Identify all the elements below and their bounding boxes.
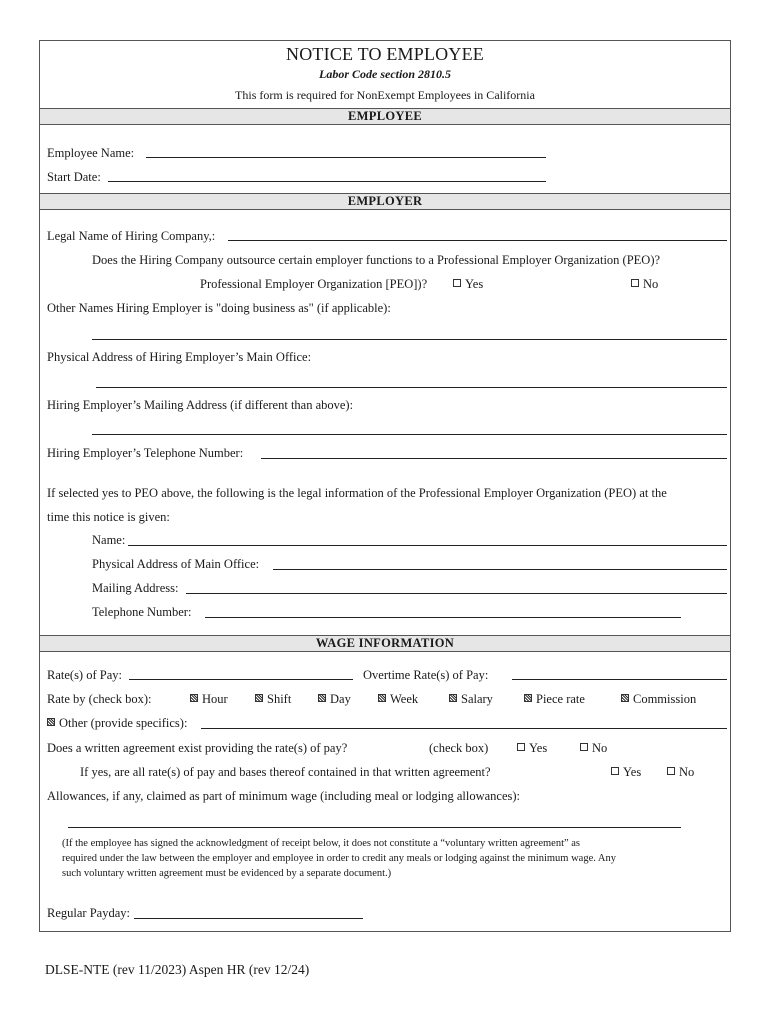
- shift-label: Shift: [267, 692, 292, 706]
- employee-name-field[interactable]: [146, 157, 546, 158]
- commission-checkbox[interactable]: [621, 694, 629, 702]
- mailing-address-label: Hiring Employer’s Mailing Address (if different than above):: [47, 398, 354, 412]
- peo-name-label: Name:: [92, 533, 126, 547]
- peo-name-field[interactable]: [128, 545, 727, 546]
- section-wage-header: [40, 635, 730, 652]
- peo-label: Professional Employer Organization [PEO])?: [200, 277, 428, 291]
- agreement-followup: If yes, are all rate(s) of pay and bases thereof contained in that written agreement?: [80, 765, 491, 779]
- rate-option-salary[interactable]: [449, 693, 493, 706]
- rate-option-day[interactable]: [318, 693, 351, 706]
- week-label: Week: [390, 692, 419, 706]
- section-employee-label: EMPLOYEE: [348, 109, 422, 123]
- shift-checkbox[interactable]: [255, 694, 263, 702]
- agreement-question: Does a written agreement exist providing the rate(s) of pay?: [47, 741, 348, 755]
- other-field[interactable]: [201, 728, 727, 729]
- dba-label: Other Names Hiring Employer is "doing business as" (if applicable):: [47, 301, 391, 315]
- legal-name-label: Legal Name of Hiring Company,:: [47, 229, 216, 243]
- note-line-1: (If the employee has signed the acknowledgment of receipt below, it does not constitute a “voluntary written agreement” as: [62, 838, 581, 849]
- followup-no-option[interactable]: [667, 766, 694, 779]
- rate-option-commission[interactable]: [621, 693, 696, 706]
- peo-no-option[interactable]: [631, 278, 658, 291]
- peo-yes-option[interactable]: [453, 278, 483, 291]
- telephone-label: Hiring Employer’s Telephone Number:: [47, 446, 244, 460]
- rate-option-hour[interactable]: [190, 693, 228, 706]
- peo-mailing-label: Mailing Address:: [92, 581, 179, 595]
- peo-yes-checkbox[interactable]: [453, 279, 461, 287]
- rate-by-label: Rate by (check box):: [47, 692, 152, 706]
- agreement-yes-checkbox[interactable]: [517, 743, 525, 751]
- followup-no-checkbox[interactable]: [667, 767, 675, 775]
- peo-telephone-field[interactable]: [205, 617, 681, 618]
- note-line-2: required under the law between the employer and employee in order to credit any meals or lodging against the minimum wage. Any: [62, 853, 616, 864]
- agreement-no-option[interactable]: [580, 742, 607, 755]
- footer-revision: DLSE-NTE (rev 11/2023) Aspen HR (rev 12/24): [45, 962, 310, 977]
- piece-rate-label: Piece rate: [536, 692, 585, 706]
- followup-no-label: No: [679, 765, 695, 779]
- hour-checkbox[interactable]: [190, 694, 198, 702]
- section-employer-label: EMPLOYER: [347, 194, 423, 208]
- peo-mailing-field[interactable]: [186, 593, 727, 594]
- agreement-no-checkbox[interactable]: [580, 743, 588, 751]
- telephone-field[interactable]: [261, 458, 727, 459]
- mailing-address-field[interactable]: [92, 434, 727, 435]
- start-date-field[interactable]: [108, 181, 546, 182]
- form-title: NOTICE TO EMPLOYEE: [286, 44, 484, 64]
- week-checkbox[interactable]: [378, 694, 386, 702]
- payday-label: Regular Payday:: [47, 906, 130, 920]
- peo-telephone-label: Telephone Number:: [92, 605, 192, 619]
- rates-label: Rate(s) of Pay:: [47, 668, 122, 682]
- dba-field[interactable]: [92, 339, 727, 340]
- physical-address-field[interactable]: [96, 387, 727, 388]
- peo-physical-label: Physical Address of Main Office:: [92, 557, 260, 571]
- section-wage-label: WAGE INFORMATION: [315, 636, 455, 650]
- rates-field[interactable]: [129, 679, 353, 680]
- rate-option-week[interactable]: [378, 693, 418, 706]
- overtime-field[interactable]: [512, 679, 727, 680]
- commission-label: Commission: [633, 692, 697, 706]
- form-description: This form is required for NonExempt Employees in California: [235, 88, 535, 102]
- other-checkbox[interactable]: [47, 718, 55, 726]
- peo-no-label: No: [643, 277, 659, 291]
- rate-option-shift[interactable]: [255, 693, 291, 706]
- piece-rate-checkbox[interactable]: [524, 694, 532, 702]
- salary-label: Salary: [461, 692, 493, 706]
- notice-form: [39, 40, 731, 932]
- peo-no-checkbox[interactable]: [631, 279, 639, 287]
- agreement-yes-label: Yes: [529, 741, 548, 755]
- section-employee-header: [40, 108, 730, 125]
- followup-yes-checkbox[interactable]: [611, 767, 619, 775]
- followup-yes-label: Yes: [623, 765, 642, 779]
- followup-yes-option[interactable]: [611, 766, 641, 779]
- agreement-no-label: No: [592, 741, 608, 755]
- physical-address-label: Physical Address of Hiring Employer’s Main Office:: [47, 350, 312, 364]
- peo-info-text-1: If selected yes to PEO above, the following is the legal information of the Professional Employer Organization (PEO) at the: [47, 486, 667, 500]
- voluntary-agreement-note: [62, 836, 712, 881]
- employee-name-label: Employee Name:: [47, 146, 135, 160]
- form-subtitle: Labor Code section 2810.5: [319, 67, 451, 81]
- section-employer-header: [40, 193, 730, 210]
- peo-yes-label: Yes: [465, 277, 484, 291]
- rate-option-piece-rate[interactable]: [524, 693, 585, 706]
- payday-field[interactable]: [134, 918, 363, 919]
- allowances-label: Allowances, if any, claimed as part of minimum wage (including meal or lodging allowances):: [47, 789, 521, 803]
- agreement-yes-option[interactable]: [517, 742, 547, 755]
- peo-physical-field[interactable]: [273, 569, 727, 570]
- peo-info-text-2: time this notice is given:: [47, 510, 170, 524]
- start-date-label: Start Date:: [47, 170, 101, 184]
- allowances-field[interactable]: [68, 827, 681, 828]
- day-checkbox[interactable]: [318, 694, 326, 702]
- salary-checkbox[interactable]: [449, 694, 457, 702]
- other-label: Other (provide specifics):: [59, 716, 188, 730]
- note-line-3: such voluntary written agreement must be evidenced by a separate document.): [62, 868, 392, 879]
- legal-name-field[interactable]: [228, 240, 727, 241]
- hour-label: Hour: [202, 692, 228, 706]
- peo-question: Does the Hiring Company outsource certain employer functions to a Professional Employer Organization (PEO)?: [92, 253, 661, 267]
- agreement-check-box-hint: (check box): [429, 741, 489, 755]
- overtime-label: Overtime Rate(s) of Pay:: [363, 668, 489, 682]
- day-label: Day: [330, 692, 351, 706]
- other-option[interactable]: [47, 717, 187, 730]
